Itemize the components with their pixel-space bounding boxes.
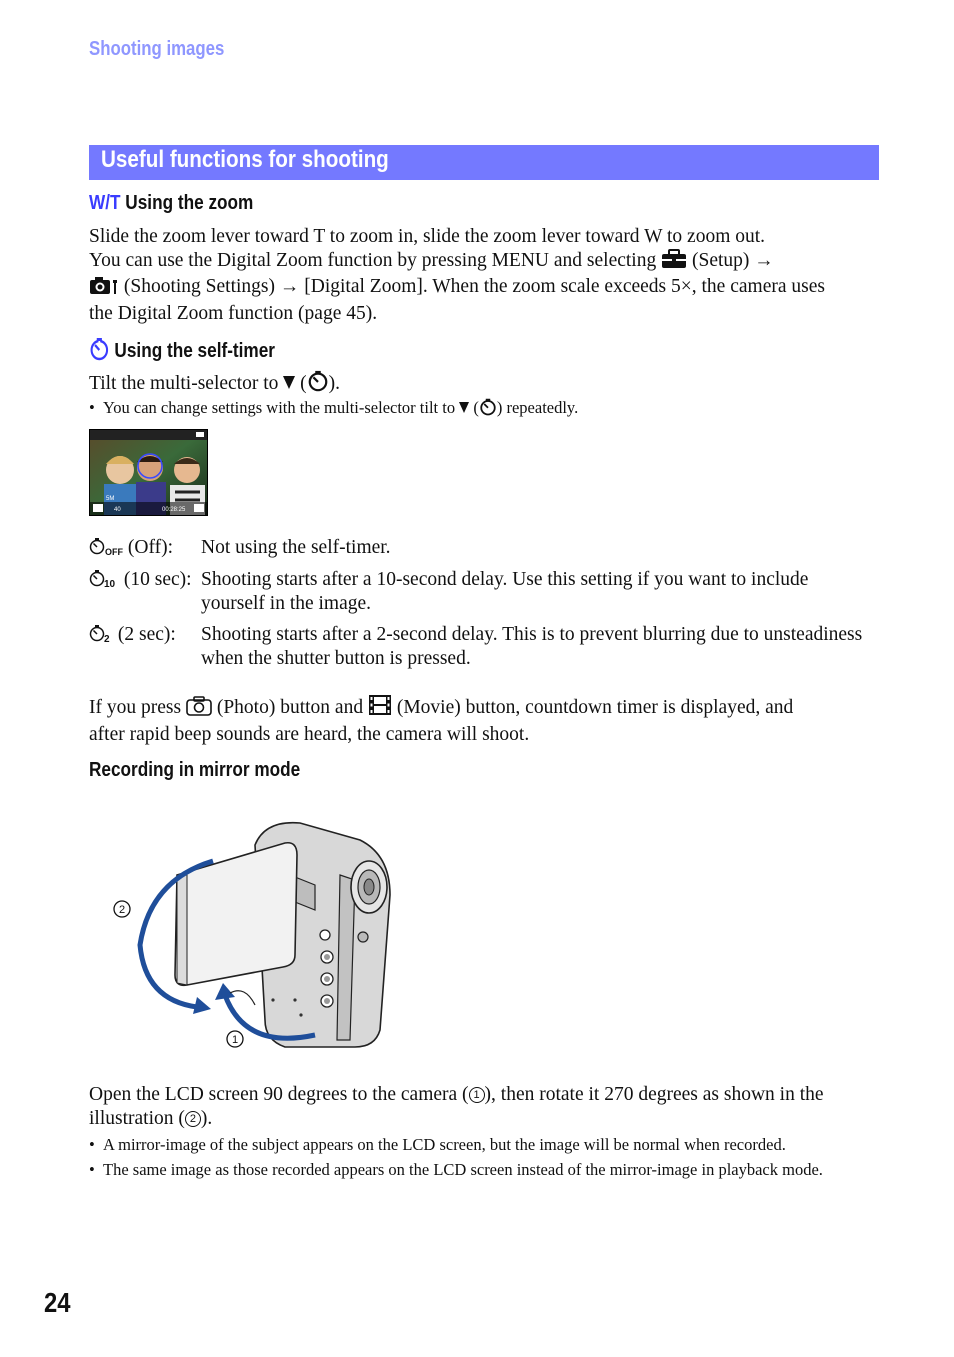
wt-prefix: W/T bbox=[89, 192, 121, 214]
zoom-line-3a: (Shooting Settings) → [Digital Zoom]. When the zoom scale exceeds 5×, the camera uses bbox=[123, 276, 825, 297]
mirror-text-a: Open the LCD screen 90 degrees to the camera ( bbox=[89, 1084, 469, 1105]
self-timer-heading-text: Using the self-timer bbox=[114, 340, 275, 362]
tilt-text-a: Tilt the multi-selector to bbox=[89, 373, 279, 394]
option-2sec-desc: Shooting starts after a 2-second delay. This is to prevent blurring due to unsteadiness when the shutter button is pressed. bbox=[201, 624, 863, 669]
self-timer-2-icon bbox=[89, 625, 113, 650]
countdown-paragraph bbox=[89, 694, 889, 746]
camera-settings-icon bbox=[89, 275, 119, 302]
svg-text:OFF: OFF bbox=[105, 547, 123, 556]
running-head: Shooting images bbox=[89, 38, 225, 60]
self-timer-icon bbox=[479, 398, 497, 421]
bullet-text-c: ) repeatedly. bbox=[496, 398, 579, 417]
tilt-text-b: ( bbox=[300, 373, 307, 394]
self-timer-heading bbox=[89, 337, 275, 367]
zoom-body bbox=[89, 225, 889, 325]
down-triangle-icon bbox=[283, 376, 295, 389]
option-off-desc: Not using the self-timer. bbox=[201, 537, 391, 558]
zoom-line-3 bbox=[89, 275, 889, 302]
bullet-text-a: You can change settings with the multi-selector tilt to bbox=[103, 398, 456, 417]
zoom-heading-text: Using the zoom bbox=[125, 192, 254, 214]
mirror-bullet-2: • The same image as those recorded appears on the LCD screen instead of the mirror-image in playback mode. bbox=[89, 1159, 859, 1180]
circled-number-1: 1 bbox=[469, 1087, 485, 1103]
circled-number-2: 2 bbox=[185, 1111, 201, 1127]
self-timer-off-icon bbox=[89, 538, 123, 563]
mirror-text-d: ). bbox=[200, 1107, 213, 1129]
svg-text:2: 2 bbox=[104, 634, 110, 643]
zoom-line-2a: You can use the Digital Zoom function by pressing MENU and selecting bbox=[89, 249, 657, 271]
option-10sec-desc: Shooting starts after a 10-second delay. Use this setting if you want to include yourself in the image. bbox=[201, 569, 809, 614]
down-triangle-icon bbox=[459, 402, 469, 413]
svg-text:10: 10 bbox=[104, 579, 116, 588]
mirror-mode-heading: Recording in mirror mode bbox=[89, 759, 301, 781]
movie-button-icon bbox=[368, 694, 392, 723]
section-title: Useful functions for shooting bbox=[101, 146, 389, 173]
callout-2: 2 bbox=[118, 904, 126, 916]
self-timer-icon bbox=[307, 370, 329, 399]
mirror-bullet-1: • A mirror-image of the subject appears on the LCD screen, but the image will be normal when recorded. bbox=[89, 1134, 874, 1155]
bullet-text-b: ( bbox=[473, 398, 479, 417]
image-size-label: 5M bbox=[106, 496, 115, 502]
press-text-c: (Movie) button, countdown timer is displayed, and bbox=[396, 697, 794, 718]
mirror-text-b: ), then rotate it 270 degrees as shown in the bbox=[484, 1084, 824, 1105]
mirror-bullet-1-text: A mirror-image of the subject appears on the LCD screen, but the image will be normal when recorded. bbox=[103, 1135, 786, 1154]
mirror-paragraph bbox=[89, 1083, 889, 1130]
tilt-text-c: ). bbox=[328, 373, 341, 394]
zoom-line-1: Slide the zoom lever toward T to zoom in, slide the zoom lever toward W to zoom out. bbox=[89, 226, 766, 247]
toolbox-icon bbox=[661, 249, 687, 276]
callout-1: 1 bbox=[231, 1034, 239, 1046]
tilt-instruction bbox=[89, 370, 340, 399]
zoom-heading bbox=[89, 192, 253, 215]
option-off-label: (Off): bbox=[127, 537, 173, 558]
lcd-screen-thumbnail bbox=[89, 429, 208, 516]
press-text-b: (Photo) button and bbox=[216, 697, 364, 718]
press-text-d: after rapid beep sounds are heard, the camera will shoot. bbox=[89, 723, 530, 745]
page-number: 24 bbox=[44, 1287, 71, 1318]
camera-illustration bbox=[105, 815, 405, 1060]
photo-button-icon bbox=[186, 696, 212, 723]
mirror-text-c: illustration ( bbox=[89, 1107, 185, 1129]
mirror-bullet-2-text: The same image as those recorded appears on the LCD screen instead of the mirror-image in playback mode. bbox=[103, 1160, 823, 1179]
zoom-line-2b: (Setup) → bbox=[691, 249, 774, 271]
option-2sec-label: (2 sec): bbox=[117, 624, 176, 645]
zoom-line-2 bbox=[89, 249, 889, 276]
press-text-a: If you press bbox=[89, 697, 182, 718]
remaining-time-label: 00:28:25 bbox=[162, 507, 186, 513]
zoom-line-4: the Digital Zoom function (page 45). bbox=[89, 302, 378, 324]
section-title-bar bbox=[89, 145, 879, 180]
remaining-count-label: 40 bbox=[114, 507, 121, 513]
option-10sec-label: (10 sec): bbox=[123, 569, 192, 590]
self-timer-10-icon bbox=[89, 570, 119, 595]
self-timer-icon bbox=[89, 337, 110, 367]
self-timer-bullet: • You can change settings with the multi-selector tilt to ( ) repeatedly. bbox=[89, 397, 874, 421]
